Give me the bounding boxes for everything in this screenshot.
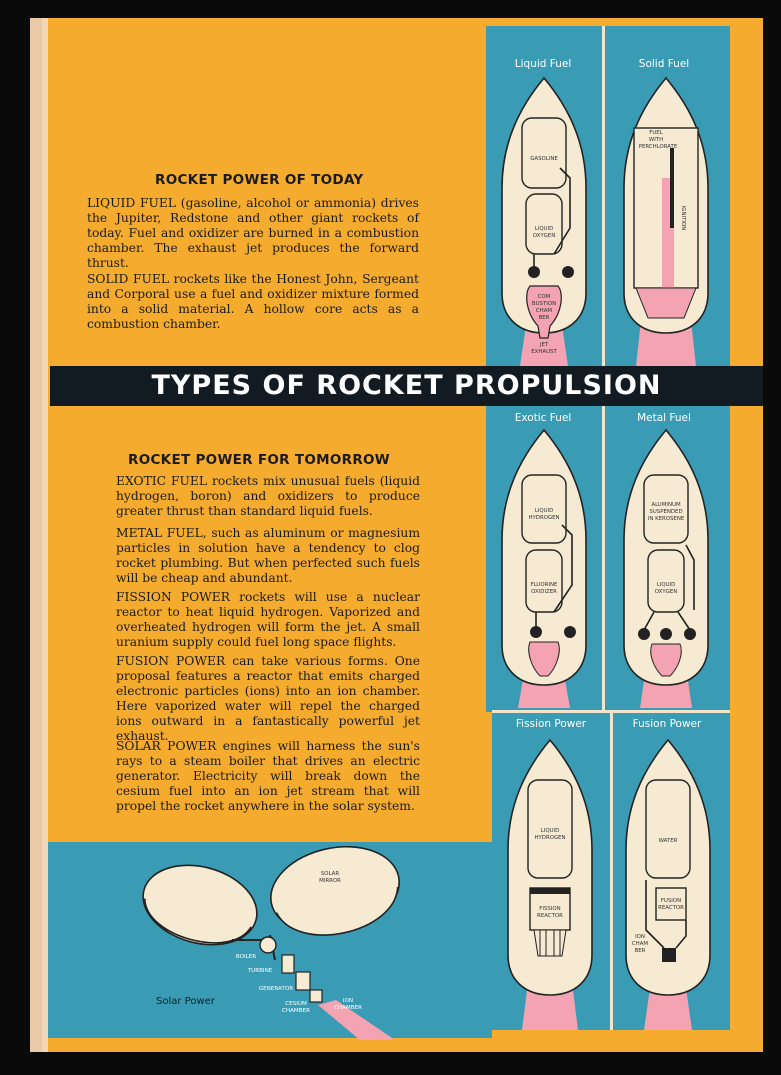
text-liquid-fuel: (gasoline, alcohol or ammonia) drives the Jupiter, Redstone and other giant rockets of today. Fuel and oxidizer are burned in a combustion chamber. The exhaust jet produces the forward thrust. (87, 196, 419, 270)
text-mirror: MIRROR (319, 878, 341, 884)
text-ignition: IGNITION (680, 205, 686, 231)
rocket-exotic-fuel (502, 430, 586, 708)
text-oxygen-m: OXYGEN (654, 589, 678, 595)
turbine (282, 955, 294, 973)
tank-gasoline (522, 118, 566, 188)
text-ion-solar: ION (342, 998, 354, 1004)
solar-mirror-left (134, 853, 266, 956)
text-in-kerosene: IN KEROSENE (647, 516, 685, 522)
text-jet: JET (539, 342, 549, 348)
label-fusion-power: Fusion Power (632, 718, 702, 730)
lead-solar-power: SOLAR POWER (116, 739, 217, 753)
caption-solar-power: Solar Power (156, 996, 215, 1007)
generator (296, 972, 310, 990)
text-cham-fusion: CHAM (631, 941, 649, 947)
label-liquid-fuel: Liquid Fuel (514, 58, 572, 70)
text-fluorine: FLUORINE (530, 582, 558, 588)
tank-liquid-oxygen (526, 194, 562, 254)
label-metal-fuel: Metal Fuel (637, 412, 691, 424)
text-cham: CHAM (535, 308, 553, 314)
lead-liquid-fuel: LIQUID FUEL (87, 196, 177, 210)
fusion-reactor (656, 888, 686, 920)
label-fission-power: Fission Power (515, 718, 587, 730)
rocket-fusion-power (626, 740, 710, 1030)
text-liquid-m: LIQUID (656, 582, 676, 588)
text-aluminum: ALUMINUM (651, 502, 681, 508)
text-oxidizer: OXIDIZER (531, 589, 557, 595)
text-generator: GENERATOR (258, 986, 294, 992)
text-liquid-fission: LIQUID (540, 828, 560, 834)
rocket-liquid-fuel (502, 78, 586, 366)
pump-left (528, 266, 540, 278)
text-fission: FISSION (539, 906, 561, 912)
text-water: WATER (658, 838, 678, 844)
label-solid-fuel: Solid Fuel (638, 58, 690, 70)
text-chamber: CHAMBER (281, 1008, 311, 1014)
label-exotic-fuel: Exotic Fuel (514, 412, 572, 424)
text-boiler: BOILER (235, 954, 257, 960)
pump-right (562, 266, 574, 278)
text-with: WITH (648, 137, 664, 143)
text-hydrogen-fission: HYDROGEN (534, 835, 566, 841)
text-bustion: BUSTION (531, 301, 557, 307)
text-ion: ION (635, 934, 645, 940)
lead-metal-fuel: METAL FUEL, (116, 526, 207, 540)
text-gasoline: GASOLINE (530, 156, 558, 162)
text-fission-power: rockets will use a nuclear reactor to heat liquid hydrogen. Vaporized and overheated hydrogen will form the jet. A small uranium supply could fuel long space flights. (116, 590, 420, 649)
pump-metal-left (638, 628, 650, 640)
pump-metal-center (660, 628, 672, 640)
text-reactor: REACTOR (537, 913, 563, 919)
tank-liquid-oxygen-metal (648, 550, 684, 612)
solar-power-illustration (134, 835, 408, 1040)
text-com: COM (537, 294, 551, 300)
text-fuel: FUEL (649, 130, 663, 136)
text-turbine: TURBINE (247, 968, 273, 974)
text-hydrogen: HYDROGEN (528, 515, 560, 521)
text-liquid-h: LIQUID (534, 508, 554, 514)
rocket-solid-fuel (624, 78, 708, 366)
lead-fission-power: FISSION POWER (116, 590, 231, 604)
rocket-fission-power (508, 740, 592, 1030)
rocket-metal-fuel (624, 430, 708, 708)
ion-chamber (662, 948, 676, 962)
text-exhaust: EXHAUST (531, 349, 557, 355)
lead-solid-fuel: SOLID FUEL (87, 272, 170, 286)
text-perchlorate: PERCHLORATE (638, 144, 678, 150)
lead-fusion-power: FUSION POWER (116, 654, 226, 668)
page-title: TYPES OF ROCKET PROPULSION (151, 370, 662, 401)
pump-exotic-right (564, 626, 576, 638)
text-metal-fuel: such as aluminum or magnesium particles in solution have a tendency to clog rocket plumbing. But when perfected such fuels will be cheap and abundant. (116, 526, 421, 585)
text-ber: BER (538, 315, 550, 321)
text-fusion-power: can take various forms. One proposal features a reactor that emits charged electronic particles (ions) into an ion chamber. Here vaporized water will repel the charged ions outward in a fantastically powerful jet exhaust. (116, 654, 420, 743)
text-exotic-fuel: rockets mix unusual fuels (liquid hydrogen, boron) and oxidizers to produce greater thrust than standard liquid fuels. (116, 474, 420, 518)
boiler (260, 937, 276, 953)
tank-fluorine-oxidizer (526, 550, 562, 612)
text-oxygen: OXYGEN (532, 233, 556, 239)
text-solar: SOLAR (320, 871, 340, 877)
heading-today: ROCKET POWER OF TODAY (155, 172, 364, 188)
text-solid-fuel: rockets like the Honest John, Sergeant and Corporal use a fuel and oxidizer mixture formed into a solid material. A hollow core acts as a combustion chamber. (87, 272, 419, 331)
text-fusion: FUSION (660, 898, 682, 904)
cesium-chamber (310, 990, 322, 1002)
tank-water (646, 780, 690, 878)
text-solar-power: engines will harness the sun's rays to a steam boiler that drives an electric generator. Electricity will break down the cesium fuel into an ion jet stream that will propel the rocket anywhere in the solar system. (116, 739, 420, 813)
heading-tomorrow: ROCKET POWER FOR TOMORROW (128, 452, 390, 468)
pump-exotic-left (530, 626, 542, 638)
text-cesium: CESIUM (285, 1001, 307, 1007)
text-liquid: LIQUID (534, 226, 554, 232)
lead-exotic-fuel: EXOTIC FUEL (116, 474, 208, 488)
text-suspended: SUSPENDED (649, 509, 683, 515)
text-ber-fusion: BER (634, 948, 646, 954)
solar-mirror-right (263, 835, 408, 946)
pump-metal-right (684, 628, 696, 640)
text-reactor-fusion: REACTOR (658, 905, 684, 911)
text-ion-chamber: CHAMBER (333, 1005, 363, 1011)
